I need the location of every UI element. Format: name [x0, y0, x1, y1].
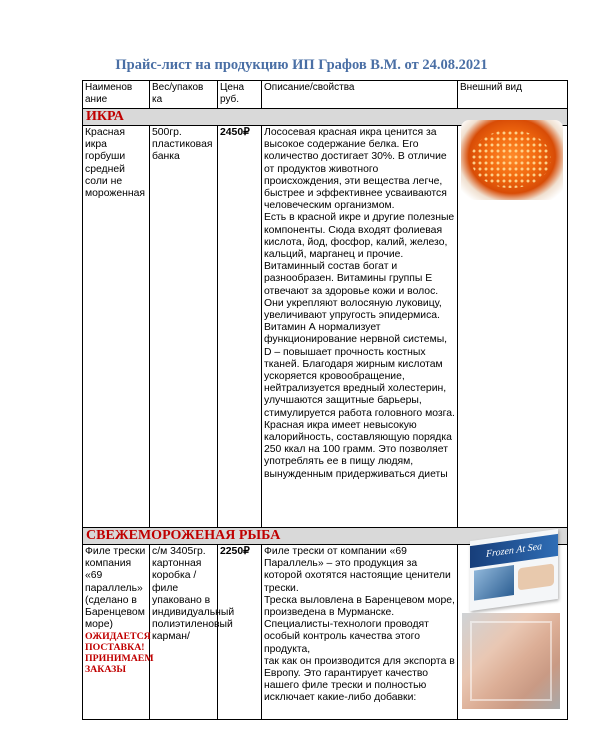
header-appearance: Внешний вид	[458, 81, 568, 109]
product-price: 2250₽	[218, 545, 262, 720]
product-name: Филе трески компания «69 параллель» (сделано в Баренцевом море)	[85, 546, 146, 631]
table-header-row	[83, 81, 568, 109]
supply-notice: ОЖИДАЕТСЯ ПОСТАВКА! ПРИНИМАЕМ ЗАКАЗЫ	[85, 631, 154, 676]
header-description: Описание/свойства	[262, 81, 458, 109]
red-caviar-photo	[461, 120, 563, 200]
frozen-cod-box-photo	[470, 529, 558, 611]
page-title: Прайс-лист на продукцию ИП Графов В.М. от 24.08.2021	[115, 57, 488, 73]
header-weight: Вес/упаков ка	[150, 81, 218, 109]
product-description: Филе трески от компании «69 Параллель» – это продукция за которой охотятся настоящие ценители трески. Треска выловлена в Баренцевом море, произведена в Мурманске. Специалисты-технологи проводят особый контроль качества этого продукта, так как он производится для экспорта в Европу. Это гарантирует качество нашего филе трески и полностью исключает какие-либо добавки:	[262, 545, 458, 720]
product-description: Лососевая красная икра ценится за высокое содержание белка. Его количество достигает 30%. В отличие от продуктов животного происхождения, эти вещества легче, быстрее и эффективнее усваиваются человеческим организмом. Есть в красной икре и другие полезные компоненты. Сюда входят фолиевая кислота, йод, фосфор, калий, железо, кальций, марганец и прочие. Витаминный состав богат и разнообразен. Витамины группы Е отвечают за здоровье кожи и волос. Они укрепляют волосяную луковицу, увеличивают упругость эпидермиса. Витамин А нормализует функционирование нервной системы, D – повышает прочность костных тканей. Благодаря жирным кислотам ускоряется кровообращение, нейтрализуется вредный холестерин, улучшаются защитные барьеры, стимулируется работа головного мозга. Красная икра имеет невысокую калорийность, составляющую порядка 250 ккал на 100 грамм. Это позволяет употреблять ее в пищу людям, вынужденным придерживаться диеты	[262, 126, 458, 528]
product-weight: с/м 3405гр. картонная коробка /филе упаковано в индивидуальный полиэтиленовый карман/	[150, 545, 218, 720]
section-title: СВЕЖЕМОРОЖЕНАЯ РЫБА	[83, 528, 568, 545]
header-price: Цена руб.	[218, 81, 262, 109]
box-label: Frozen At Sea	[470, 534, 558, 568]
product-price: 2450₽	[218, 126, 262, 528]
section-title: ИКРА	[83, 109, 568, 126]
header-name: Наименов ание	[83, 81, 150, 109]
cod-fillet-photo	[462, 613, 560, 709]
product-name: Красная икра горбуши средней соли не мороженная	[83, 126, 150, 528]
product-weight: 500гр. пластиковая банка	[150, 126, 218, 528]
